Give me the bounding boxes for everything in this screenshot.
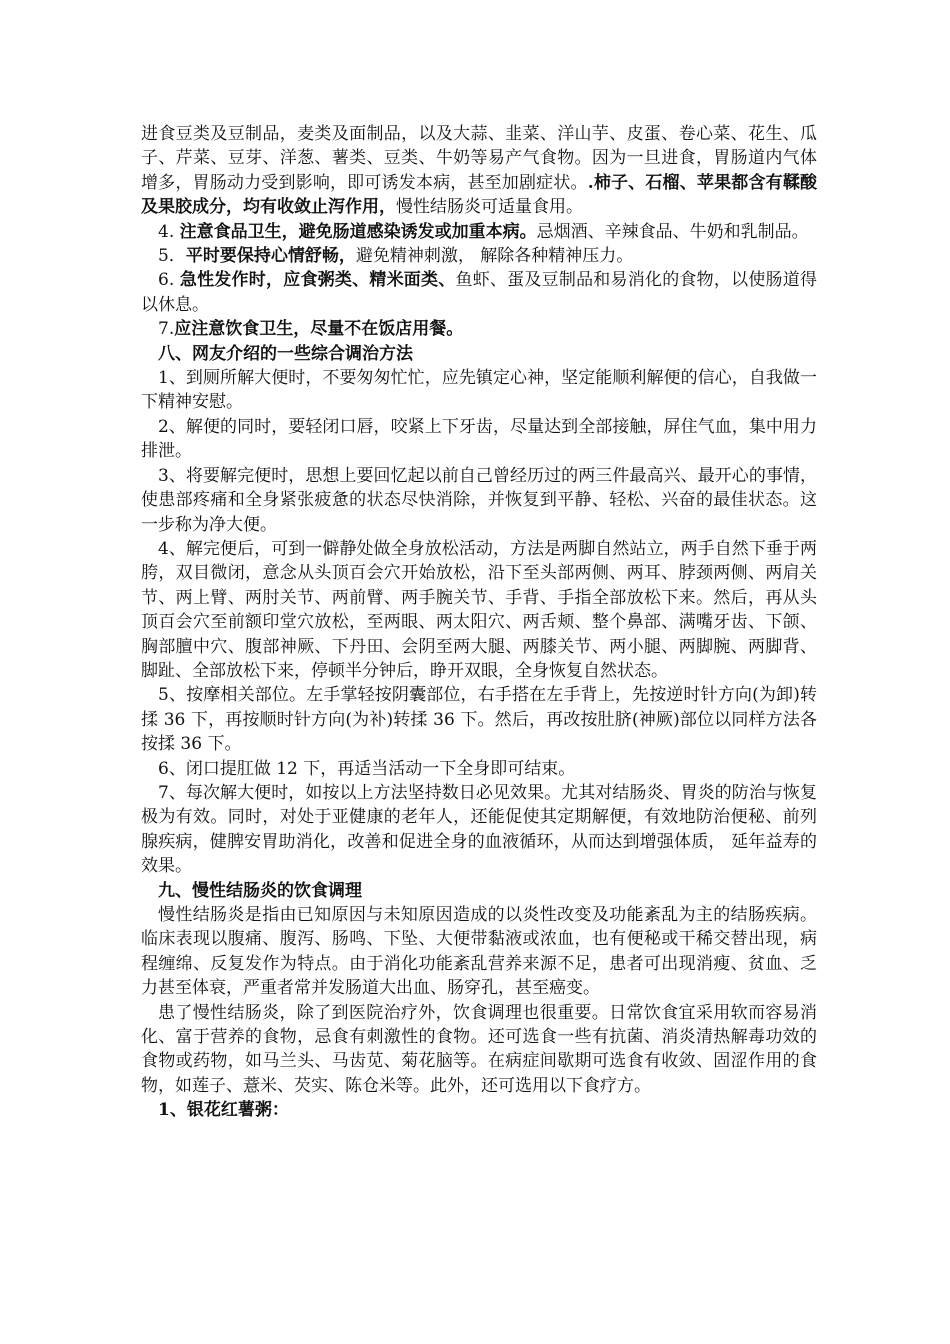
text-run: 忌烟酒、辛辣食品、牛奶和乳制品。 [536,221,809,242]
paragraph-item-7 [141,317,817,341]
section-heading-8: 八、网友介绍的一些综合调治方法 [158,343,413,364]
paragraph-gas-foods [141,122,817,220]
paragraph-step-4: 4、解完便后，可到一僻静处做全身放松活动，方法是两脚自然站立，两手自然下垂于两胯，双目微闭，意念从头顶百会穴开始放松，沿下至头部两侧、两耳、脖颈两侧、两肩关节、两上臂、两肘关节、两前臂、两手腕关节、手背、手指全部放松下来。然后，再从头顶百会穴至前额印堂穴放松，至两眼、两太阳穴、两舌颊、整个鼻部、满嘴牙齿、下颌、胸部膻中穴、腹部神厥、下丹田、会阴至两大腿、两膝关节、两小腿、两脚腕、两脚背、脚趾、全部放松下来，停顿半分钟后，睁开双眼，全身恢复自然状态。 [141,538,817,681]
paragraph-diet-advice: 患了慢性结肠炎，除了到医院治疗外，饮食调理也很重要。日常饮食宜采用软而容易消化、富于营养的食物，忌食有刺激性的食物。还可选食一些有抗菌、消炎清热解毒功效的食物或药物，如马兰头、马齿苋、菊花脑等。在病症间歇期可选食有收敛、固涩作用的食物，如莲子、薏米、芡实、陈仓米等。此外，还可选用以下食疗方。 [141,1002,817,1096]
bold-text-run: 平时要保持心情舒畅， [185,246,356,267]
paragraph-step-3: 3、将要解完便时，思想上要回忆起以前自己曾经历过的两三件最高兴、最开心的事情，使患部疼痛和全身紧张疲惫的状态尽快消除，并恢复到平静、轻松、兴奋的最佳状态。这一步称为净大便。 [141,465,817,535]
section-heading-9: 九、慢性结肠炎的饮食调理 [158,880,362,901]
document-body [141,122,817,1123]
bold-text-run: 应注意饮食卫生，尽量不在饭店用餐。 [174,319,464,340]
paragraph-step-2: 2、解便的同时，要轻闭口唇，咬紧上下牙齿，尽量达到全部接触，屏住气血，集中用力排泄。 [141,416,817,462]
paragraph-item-6 [141,268,817,317]
item-number: 6. [158,270,180,291]
bold-text-run: .柿子、石榴、苹果都含有鞣酸及果胶成分，均有收敛止泻作用， [141,172,817,218]
text-run: 避免精神刺激， 解除各种精神压力。 [355,246,634,267]
paragraph-item-5 [141,244,817,268]
text-run: 慢性结肠炎可适量食用。 [396,197,583,218]
item-number: 4. [158,221,180,242]
paragraph-step-7: 7、每次解大便时，如按以上方法坚持数日必见效果。尤其对结肠炎、胃炎的防治与恢复极为有效。同时，对处于亚健康的老年人，还能促使其定期解便，有效地防治便秘、前列腺疾病，健脾安胃助消化，改善和促进全身的血液循环，从而达到增强体质， 延年益寿的效果。 [141,782,817,877]
paragraph-definition: 慢性结肠炎是指由已知原因与未知原因造成的以炎性改变及功能紊乱为主的结肠疾病。临床表现以腹痛、腹泻、肠鸣、下坠、大便带黏液或浓血，也有便秘或干稀交替出现，病程缠绵、反复发作为特点。由于消化功能紊乱营养来源不足，患者可出现消瘦、贫血、乏力甚至体衰，严重者常并发肠道大出血、肠穿孔，甚至癌变。 [141,905,817,999]
item-number: 7. [158,319,175,340]
paragraph-step-1: 1、到厕所解大便时，不要匆匆忙忙，应先镇定心神，坚定能顺利解便的信心，自我做一下精神安慰。 [141,368,817,413]
paragraph-step-5: 5、按摩相关部位。左手掌轻按阴囊部位，右手搭在左手背上，先按逆时针方向(为卸)转揉 36 下，再按顺时针方向(为补)转揉 36 下。然后，再改按肚脐(神厥)部位以同样方法各按揉 36 下。 [141,685,817,755]
bold-text-run: 注意食品卫生，避免肠道感染诱发或加重本病。 [179,221,537,242]
text-run: 鱼虾、蛋及豆制品和易消化的食物，以使肠道得以休息。 [141,270,818,315]
paragraph-item-4 [141,220,817,244]
text-run: 进食豆类及豆制品，麦类及面制品，以及大蒜、韭菜、洋山芋、皮蛋、卷心菜、花生、瓜子、芹菜、豆芽、洋葱、薯类、豆类、牛奶等易产气食物。因为一旦进食，胃肠道内气体增多，胃肠动力受到影响，即可诱发本病，甚至加剧症状。 [141,124,817,193]
item-number: 5． [158,246,186,267]
recipe-heading-1: 1、银花红薯粥： [158,1100,289,1121]
bold-text-run: 急性发作时，应食粥类、精米面类、 [179,270,456,291]
paragraph-step-6: 6、闭口提肛做 12 下，再适当活动一下全身即可结束。 [158,758,576,779]
